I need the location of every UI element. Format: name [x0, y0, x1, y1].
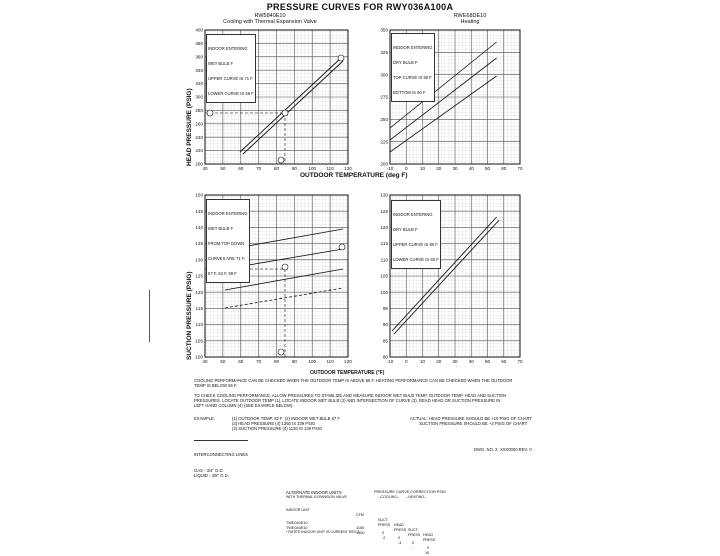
cooling_suction-y-tick: 140 — [195, 225, 203, 230]
actual-lines: ACTUAL: HEAD PRESSURE SHOULD BE +10 PSIG OF CHART SUCTION PRESSURE SHOULD BE +3 PSIG OF CHART — [410, 416, 532, 427]
cooling_head-y-tick: 340 — [195, 67, 203, 73]
heating_head-y-tick: 300 — [380, 72, 388, 78]
cooling_suction-x-tick: 40 — [202, 359, 208, 364]
cooling_head-x-tick: 50 — [220, 166, 226, 171]
heating_head-x-tick: 40 — [468, 166, 474, 171]
cell: TWE040E10 — [286, 521, 308, 525]
heating_suction-x-tick: 50 — [484, 359, 491, 364]
legend-line: INDOOR ENTERING — [393, 45, 433, 50]
cooling_suction-x-tick: 120 — [344, 359, 352, 364]
note-paragraph-1: COOLING PERFORMANCE CAN BE CHECKED WHEN THE OUTDOOR TEMP IS ABOVE 65 F. HEATING PERFORMANCE CAN BE CHECKED WHEN THE OUTDOOR TEMP IS BELOW 65 F. — [194, 378, 513, 389]
legend-line: UPPER CURVE IS 71 F — [208, 76, 253, 81]
legend-line: WET BULB F — [208, 226, 234, 231]
heating_head-y-tick: 325 — [380, 49, 388, 55]
heating_suction-x-tick: 10 — [419, 359, 426, 364]
col-suct-cool: SUCT. PRESS — [378, 518, 391, 527]
legend-line: INDOOR ENTERING — [208, 46, 248, 51]
cooling_head-y-tick: 220 — [195, 148, 203, 154]
cell: 10 — [425, 551, 430, 555]
col-head-cool: HEAD PRESS — [394, 523, 407, 532]
cooling_suction-y-tick: 130 — [195, 257, 203, 263]
legend-line: WET BULB F — [208, 61, 234, 66]
heating_head-y-tick: 250 — [380, 116, 388, 122]
legend-line: TOP CURVE IS 80 F — [393, 75, 432, 80]
cooling_head-x-tick: 120 — [344, 166, 352, 171]
alt-units-title: ALTERNATE INDOOR UNITS — [286, 490, 342, 495]
heating_suction-y-tick: 125 — [380, 208, 388, 214]
heating_suction-y-tick: 105 — [380, 273, 388, 279]
heating_head-x-tick: 60 — [501, 166, 507, 171]
cooling_suction-y-tick: 145 — [195, 208, 203, 214]
marker-1-suction — [278, 349, 284, 355]
heating_suction-x-tick: 30 — [452, 359, 458, 364]
heating_suction-y-tick: 80 — [382, 354, 388, 360]
example-lines: (1) OUTDOOR TEMP. 82 F (2) INDOOR WET BULB 67 F (3) HEAD PRESSURE (4) 1350 IS 339 PSIG (3) SUCTION PRESSURE (4) 1130 IS 139 PSIG — [232, 416, 340, 432]
cell: TWE040E10 — [286, 526, 308, 530]
cooling_suction-x-tick: 80 — [273, 359, 280, 364]
cooling_suction-y-tick: 100 — [195, 354, 203, 360]
legend-line: BOTTOM IS 60 F — [393, 90, 426, 95]
legend-line: UPPER CURVE IS 80 F — [393, 242, 438, 247]
heating_head-y-tick: 200 — [380, 161, 388, 167]
cooling_suction-x-tick: 90 — [291, 359, 297, 364]
heating_head-y-tick: 275 — [380, 94, 388, 100]
cell: 1450 — [356, 531, 365, 535]
marker-2-suction — [339, 244, 345, 250]
heating_suction-x-tick: -10 — [386, 359, 394, 364]
alt-units-subtitle: WITH THERMAL EXPANSION VALVE — [286, 495, 347, 499]
cooling-model: RW5840E10 — [254, 13, 286, 19]
cooling_head-y-tick: 300 — [195, 94, 203, 100]
heating-subtitle: Heating — [460, 19, 480, 25]
heating_head-x-tick: 50 — [484, 166, 491, 171]
cooling_head-y-tick: 240 — [195, 134, 203, 140]
cooling_head-x-tick: 90 — [291, 166, 297, 171]
heating_head-x-tick: 0 — [404, 166, 408, 171]
cooling_suction-x-tick: 110 — [326, 359, 334, 364]
cooling_head-x-tick: 70 — [256, 166, 262, 171]
heating_suction-y-tick: 120 — [380, 225, 388, 230]
legend-line: FROM TOP DOWN — [208, 241, 245, 246]
cooling_head-y-tick: 280 — [195, 108, 203, 113]
marker-2-head — [338, 55, 344, 61]
cooling_head-y-tick: 400 — [195, 27, 203, 33]
legend-line: CURVES ARE 71 F, — [208, 256, 246, 261]
legend-line: DRY BULB F — [393, 227, 418, 232]
heating_suction-y-tick: 95 — [382, 306, 388, 311]
cooling_head-x-tick: 110 — [326, 166, 334, 171]
heating_suction-x-tick: 20 — [436, 359, 442, 364]
cooling_head-x-tick: 60 — [238, 166, 244, 171]
heating_head-x-tick: -10 — [386, 166, 394, 171]
heating_suction-x-tick: 40 — [468, 359, 474, 364]
note-paragraph-2: TO CHECK COOLING PERFORMANCE, ALLOW PRESSURES TO STABILIZE AND MEASURE INDOOR WET BULB TEMP, OUTDOOR TEMP, HEAD AND SUCTION PRESSURES. LOCATE OUTDOOR TEMP (1), LOCATE INDOOR WET BULB (2) AND INTERSECTION OF CURVE (3), READ HEAD OR SUCTION PRESSURE IN LEFT HAND COLUMN (4) (SEE EXAMPLE BELOW). — [194, 393, 507, 409]
outdoor-temp-label-bottom: OUTDOOR TEMPERATURE (°F) — [310, 370, 385, 376]
heating_suction-x-tick: 0 — [404, 359, 408, 364]
cooling_suction-y-tick: 105 — [195, 338, 203, 344]
cooling_suction-y-tick: 125 — [195, 273, 203, 279]
cell: -2 — [382, 536, 386, 540]
heating-model: RWE68DE10 — [453, 13, 487, 19]
heating_suction-y-tick: 90 — [382, 322, 388, 328]
cell: 0 — [412, 541, 415, 545]
cooling_suction-y-tick: 110 — [195, 322, 203, 328]
cooling_head-y-tick: 260 — [195, 121, 203, 127]
cell: - — [412, 546, 414, 550]
cell: 0 — [382, 531, 385, 535]
cell: 1150 — [356, 526, 365, 530]
heating_head-x-tick: 20 — [436, 166, 442, 171]
heating-head-legend — [391, 33, 435, 102]
col-head-heat: HEAD PRESS — [423, 533, 436, 542]
cell: 0 — [398, 536, 401, 540]
cooling_head-x-tick: 100 — [308, 166, 317, 171]
page-title: PRESSURE CURVES FOR RWY036A100A — [266, 2, 454, 12]
col-cfm: CFM — [356, 513, 364, 517]
outdoor-temp-label-top: OUTDOOR TEMPERATURE (deg F) — [300, 172, 408, 179]
heating_head-y-tick: 225 — [380, 139, 388, 145]
cooling_suction-x-tick: 70 — [256, 359, 262, 364]
head-pressure-label: HEAD PRESSURE (PSIG) — [186, 88, 193, 166]
heating_head-x-tick: 10 — [419, 166, 426, 171]
legend-line: INDOOR ENTERING — [393, 212, 433, 217]
drawing-number: DWG. NO. 2 XXX0000 REV. 0 — [474, 447, 532, 452]
col-suct-heat: SUCT. PRESS — [408, 528, 421, 537]
cooling_head-y-tick: 200 — [195, 161, 203, 167]
heating-suction-legend — [391, 200, 441, 269]
col-indoor-unit: INDOOR UNIT — [286, 508, 310, 512]
correction-title: PRESSURE CURVE CORRECTION PSIG — [374, 490, 446, 494]
cell: -4 — [398, 541, 402, 545]
cooling_head-y-tick: 380 — [195, 41, 203, 46]
heating_suction-y-tick: 115 — [380, 241, 388, 247]
legend-line: LOWER CURVE IS 60 F — [393, 257, 439, 262]
interconnect-lines: GAS - 3/4" O.D. LIQUID - 3/8" O.D. — [194, 468, 229, 479]
heating_suction-y-tick: 100 — [380, 289, 388, 295]
heating_head-x-tick: 30 — [452, 166, 458, 171]
marker-3-head — [282, 110, 288, 116]
cooling_suction-x-tick: 60 — [238, 359, 244, 364]
cooling_head-x-tick: 80 — [273, 166, 280, 171]
marker-1-head — [278, 157, 284, 163]
cooling-suction-legend — [206, 199, 250, 283]
cooling-subtitle: Cooling with Thermal Expansion Valve — [223, 19, 317, 25]
suction-pressure-label: SUCTION PRESSURE (PSIG) — [186, 271, 193, 360]
heating_suction-y-tick: 110 — [380, 257, 388, 263]
cooling_suction-y-tick: 115 — [195, 306, 203, 311]
cooling_suction-x-tick: 100 — [308, 359, 317, 364]
marker-4-head — [207, 110, 213, 116]
legend-line: DRY BULB F — [393, 60, 418, 65]
heating_suction-x-tick: 60 — [501, 359, 507, 364]
cooling_suction-y-tick: 120 — [195, 289, 203, 295]
heating_suction-y-tick: 85 — [382, 338, 388, 344]
heating-heading: --HEATING-- — [406, 495, 427, 499]
interconnect-block — [194, 440, 248, 484]
cooling_head-y-tick: 360 — [195, 54, 203, 60]
legend-line: INDOOR ENTERING — [208, 211, 248, 216]
interconnect-title: INTERCONNECTING LINES — [194, 452, 248, 458]
cooling_suction-y-tick: 150 — [195, 192, 203, 198]
table-footnote: * RATED INDOOR UNIT IS CURRENT REV 3 — [286, 530, 360, 534]
cooling_suction-y-tick: 135 — [195, 241, 203, 247]
legend-line: LOWER CURVE IS 59 F — [208, 91, 254, 96]
heating_suction-y-tick: 130 — [380, 192, 388, 198]
marker-3-suction — [282, 264, 288, 270]
heating_suction-x-tick: 70 — [517, 359, 523, 364]
example-label: EXAMPLE: — [194, 416, 215, 421]
cooling_head-x-tick: 40 — [202, 166, 208, 171]
cell: 0 — [427, 546, 430, 550]
heating_head-x-tick: 70 — [517, 166, 523, 171]
cooling-heading: --COOLING-- — [378, 495, 400, 499]
cooling_head-y-tick: 320 — [195, 81, 203, 87]
cooling-head-legend — [206, 34, 256, 103]
heating_head-y-tick: 350 — [380, 27, 388, 33]
legend-line: 67 F, 63 F, 59 F — [208, 271, 237, 276]
cooling_suction-x-tick: 50 — [220, 359, 226, 364]
